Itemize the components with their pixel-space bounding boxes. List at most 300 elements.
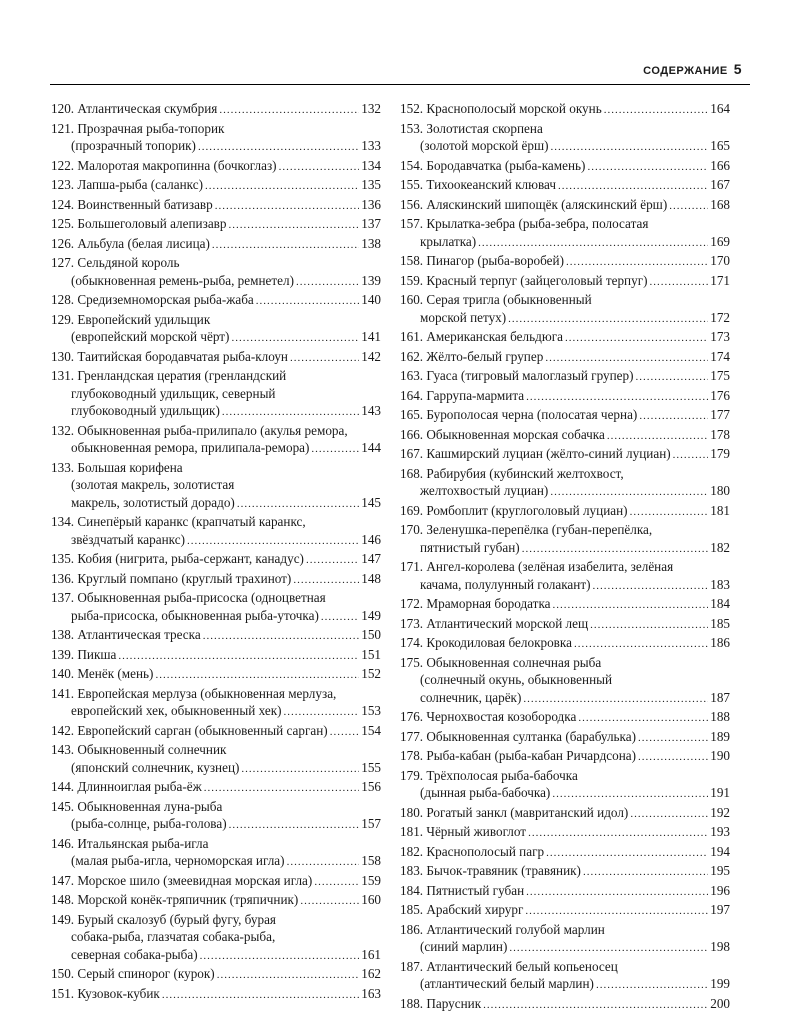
toc-entry: [51, 570, 381, 590]
toc-page-number: 186: [710, 634, 730, 652]
toc-page-number: 143: [361, 402, 381, 420]
toc-entry-title: [400, 804, 730, 824]
toc-entry-text: 173. Атлантический морской лещ: [400, 615, 588, 633]
dot-leader: [314, 874, 359, 892]
toc-page-number: 192: [710, 804, 730, 822]
dot-leader: [550, 484, 708, 502]
toc-entry: [51, 120, 381, 157]
toc-entry-continuation: [51, 439, 381, 459]
toc-page-number: 150: [361, 626, 381, 644]
toc-entry-text: 124. Воинственный батизавр: [51, 196, 213, 214]
toc-entry-text: 148. Морской конёк-тряпичник (тряпичник): [51, 891, 298, 909]
toc-page-number: 145: [361, 494, 381, 512]
toc-entry-text: 167. Кашмирский луциан (жёлто-синий луциан): [400, 445, 671, 463]
toc-entry-title: [51, 891, 381, 911]
toc-entry-title: [51, 196, 381, 216]
toc-entry-text: 177. Обыкновенная султанка (барабулька): [400, 728, 636, 746]
toc-entry-title: [51, 513, 381, 531]
toc-entry-title: [400, 958, 730, 976]
toc-entry-text: 164. Гаррупа-мармита: [400, 387, 524, 405]
toc-entry-title: [400, 465, 730, 483]
toc-entry-continuation: [400, 784, 730, 804]
toc-entry: [51, 157, 381, 177]
toc-entry-title: [51, 798, 381, 816]
dot-leader: [669, 198, 708, 216]
toc-entry: [400, 862, 730, 882]
toc-page-number: 173: [710, 328, 730, 346]
toc-page-number: 140: [361, 291, 381, 309]
toc-entry-text: 142. Европейский сарган (обыкновенный сарган): [51, 722, 328, 740]
toc-entry-title: [51, 157, 381, 177]
toc-entry-text: 153. Золотистая скорпена: [400, 120, 543, 138]
toc-entry-title: [400, 215, 730, 233]
toc-entry-text: 136. Круглый помпано (круглый трахинот): [51, 570, 291, 588]
dot-leader: [222, 404, 359, 422]
toc-entry-title: [400, 595, 730, 615]
toc-entry-text: 162. Жёлто-белый групер: [400, 348, 543, 366]
dot-leader: [330, 724, 359, 742]
toc-entry-text: 127. Сельдяной король: [51, 254, 180, 272]
toc-entry-title: [51, 215, 381, 235]
toc-page-number: 198: [710, 938, 730, 956]
dot-leader: [204, 780, 359, 798]
toc-page-number: 197: [710, 901, 730, 919]
toc-page-number: 135: [361, 176, 381, 194]
toc-entry-title: [51, 291, 381, 311]
toc-entry-title: [51, 665, 381, 685]
toc-entry: [51, 550, 381, 570]
toc-entry-text: 152. Краснополосый морской окунь: [400, 100, 602, 118]
dot-leader: [565, 330, 708, 348]
toc-entry-text: 174. Крокодиловая белокровка: [400, 634, 572, 652]
toc-entry: [51, 513, 381, 550]
dot-leader: [578, 710, 708, 728]
toc-entry-title: [51, 459, 381, 477]
dot-leader: [551, 139, 708, 157]
toc-entry-title: [400, 901, 730, 921]
toc-entry-text: 123. Лапша-рыба (саланкс): [51, 176, 203, 194]
toc-page-number: 178: [710, 426, 730, 444]
toc-page-number: 177: [710, 406, 730, 424]
toc-entry-text: 144. Длинноиглая рыба-ёж: [51, 778, 202, 796]
toc-entry-text: 137. Обыкновенная рыба-присоска (одноцветная: [51, 589, 326, 607]
toc-entry-text: макрель, золотистый дорадо): [71, 494, 235, 512]
toc-entry-title: [400, 176, 730, 196]
dot-leader: [215, 198, 359, 216]
dot-leader: [566, 254, 708, 272]
toc-entry: [51, 348, 381, 368]
toc-page-number: 179: [710, 445, 730, 463]
toc-entry-text: 154. Бородавчатка (рыба-камень): [400, 157, 585, 175]
dot-leader: [552, 786, 708, 804]
toc-entry-text: (обыкновенная ремень-рыба, ремнетел): [71, 272, 294, 290]
toc-page-number: 158: [361, 852, 381, 870]
toc-page-number: 185: [710, 615, 730, 633]
dot-leader: [553, 597, 708, 615]
toc-page-number: 153: [361, 702, 381, 720]
toc-entry-continuation: [51, 852, 381, 872]
toc-entry-title: [400, 995, 730, 1014]
toc-entry: [51, 459, 381, 514]
toc-entry-text: 165. Бурополосая черна (полосатая черна): [400, 406, 637, 424]
toc-entry-title: [400, 426, 730, 446]
toc-page-number: 142: [361, 348, 381, 366]
dot-leader: [296, 274, 359, 292]
toc-entry: [400, 387, 730, 407]
toc-entry: [51, 646, 381, 666]
dot-leader: [200, 948, 359, 966]
toc-entry-title: [51, 741, 381, 759]
toc-entry-continuation: [400, 137, 730, 157]
dot-leader: [509, 940, 708, 958]
toc-entry-title: [51, 348, 381, 368]
toc-entry: [51, 778, 381, 798]
toc-entry-title: [400, 272, 730, 292]
toc-page-number: 139: [361, 272, 381, 290]
toc-entry-continuation: [51, 476, 381, 494]
toc-entry-title: [400, 634, 730, 654]
toc-entry-text: (прозрачный топорик): [71, 137, 196, 155]
dot-leader: [217, 967, 359, 985]
toc-page-number: 137: [361, 215, 381, 233]
toc-entry-text: 135. Кобия (нигрита, рыба-сержант, канадус): [51, 550, 304, 568]
toc-entry-title: [51, 835, 381, 853]
toc-entry: [51, 965, 381, 985]
toc-entry-title: [51, 965, 381, 985]
toc-entry-text: 120. Атлантическая скумбрия: [51, 100, 217, 118]
toc-page-number: 169: [710, 233, 730, 251]
toc-entry: [51, 422, 381, 459]
dot-leader: [118, 648, 359, 666]
dot-leader: [546, 845, 708, 863]
dot-leader: [229, 817, 359, 835]
toc-entry-title: [51, 367, 381, 385]
toc-page-number: 182: [710, 539, 730, 557]
toc-entry-title: [51, 254, 381, 272]
toc-entry-title: [51, 646, 381, 666]
toc-entry-text: 131. Гренландская цератия (гренландский: [51, 367, 286, 385]
dot-leader: [638, 730, 708, 748]
dot-leader: [237, 496, 359, 514]
dot-leader: [231, 330, 359, 348]
toc-page-number: 196: [710, 882, 730, 900]
toc-entry-title: [51, 722, 381, 742]
toc-entry-title: [51, 985, 381, 1005]
toc-entry-text: 175. Обыкновенная солнечная рыба: [400, 654, 601, 672]
toc-page-number: 138: [361, 235, 381, 253]
dot-leader: [639, 408, 708, 426]
dot-leader: [528, 825, 708, 843]
toc-page-number: 132: [361, 100, 381, 118]
toc-entry-continuation: [51, 946, 381, 966]
dot-leader: [523, 691, 708, 709]
toc-entry-title: [400, 728, 730, 748]
toc-entry-title: [51, 589, 381, 607]
toc-entry: [51, 985, 381, 1005]
toc-entry: [51, 741, 381, 778]
dot-leader: [526, 884, 708, 902]
toc-entry-text: (японский солнечник, кузнец): [71, 759, 239, 777]
toc-entry-title: [400, 120, 730, 138]
toc-entry: [400, 502, 730, 522]
toc-page-number: 165: [710, 137, 730, 155]
toc-entry-text: 187. Атлантический белый копьеносец: [400, 958, 618, 976]
toc-entry-title: [51, 911, 381, 929]
toc-entry-text: 129. Европейский удильщик: [51, 311, 210, 329]
toc-entry-title: [400, 100, 730, 120]
dot-leader: [300, 893, 359, 911]
toc-page-number: 193: [710, 823, 730, 841]
toc-entry: [51, 215, 381, 235]
toc-entry-text: качама, полулунный голакант): [420, 576, 591, 594]
toc-entry: [400, 406, 730, 426]
toc-entry: [400, 901, 730, 921]
toc-page-number: 200: [710, 995, 730, 1013]
toc-page-number: 151: [361, 646, 381, 664]
toc-entry-text: (золотой морской ёрш): [420, 137, 549, 155]
toc-entry-title: [51, 422, 381, 440]
toc-page-number: 170: [710, 252, 730, 270]
toc-entry-text: 141. Европейская мерлуза (обыкновенная мерлуза,: [51, 685, 336, 703]
dot-leader: [587, 159, 708, 177]
toc-entry-continuation: [51, 272, 381, 292]
toc-entry: [400, 804, 730, 824]
toc-entry: [51, 589, 381, 626]
toc-entry: [400, 708, 730, 728]
toc-entry-text: 132. Обыкновенная рыба-прилипало (акулья ремора,: [51, 422, 348, 440]
toc-entry: [51, 176, 381, 196]
toc-entry-text: 133. Большая корифена: [51, 459, 183, 477]
dot-leader: [241, 761, 359, 779]
dot-leader: [526, 389, 708, 407]
toc-page-number: 183: [710, 576, 730, 594]
dot-leader: [638, 749, 708, 767]
toc-entry-title: [400, 445, 730, 465]
toc-entry-text: 182. Краснополосый пагр: [400, 843, 544, 861]
toc-entry-text: 181. Чёрный живоглот: [400, 823, 526, 841]
toc-entry: [400, 196, 730, 216]
running-head: [643, 61, 742, 77]
toc-entry-text: (солнечный окунь, обыкновенный: [420, 671, 612, 689]
dot-leader: [311, 441, 359, 459]
toc-entry-title: [400, 252, 730, 272]
toc-entry: [51, 235, 381, 255]
toc-entry-continuation: [51, 815, 381, 835]
dot-leader: [284, 704, 360, 722]
toc-entry: [400, 252, 730, 272]
dot-leader: [590, 617, 708, 635]
toc-entry: [400, 120, 730, 157]
toc-entry: [51, 311, 381, 348]
toc-entry: [51, 685, 381, 722]
dot-leader: [306, 552, 359, 570]
toc-entry-title: [400, 708, 730, 728]
toc-entry-title: [400, 196, 730, 216]
toc-entry-text: 171. Ангел-королева (зелёная изабелита, зелёная: [400, 558, 673, 576]
toc-page-number: 164: [710, 100, 730, 118]
toc-entry-text: 185. Арабский хирург: [400, 901, 523, 919]
toc-entry-title: [400, 862, 730, 882]
toc-entry: [400, 882, 730, 902]
toc-entry-text: европейский хек, обыкновенный хек): [71, 702, 282, 720]
toc-entry-title: [400, 348, 730, 368]
toc-entry-title: [400, 502, 730, 522]
dot-leader: [574, 636, 708, 654]
dot-leader: [508, 311, 708, 329]
toc-entry-title: [51, 550, 381, 570]
toc-entry-text: 166. Обыкновенная морская собачка: [400, 426, 605, 444]
toc-entry: [400, 176, 730, 196]
toc-entry-continuation: [51, 531, 381, 551]
toc-entry-text: 186. Атлантический голубой марлин: [400, 921, 605, 939]
dot-leader: [219, 102, 359, 120]
dot-leader: [650, 274, 708, 292]
toc-entry-text: (европейский морской чёрт): [71, 328, 229, 346]
section-title: СОДЕРЖАНИЕ: [643, 65, 728, 77]
toc-entry: [51, 626, 381, 646]
toc-entry-title: [400, 615, 730, 635]
toc-entry-text: 183. Бычок-травяник (травяник): [400, 862, 581, 880]
toc-entry-text: 125. Большеголовый алепизавр: [51, 215, 227, 233]
toc-entry-text: глубоководный удильщик, северный: [71, 385, 275, 403]
dot-leader: [279, 159, 359, 177]
toc-entry-text: 134. Синепёрый каранкс (крапчатый каранкс,: [51, 513, 306, 531]
toc-entry: [51, 798, 381, 835]
toc-entry-text: рыба-присоска, обыкновенная рыба-уточка): [71, 607, 319, 625]
dot-leader: [673, 447, 708, 465]
toc-entry-title: [51, 311, 381, 329]
toc-entry-text: 170. Зеленушка-перепёлка (губан-перепёлка,: [400, 521, 652, 539]
toc-entry-text: (рыба-солнце, рыба-голова): [71, 815, 227, 833]
toc-page-number: 163: [361, 985, 381, 1003]
toc-entry-text: 161. Американская бельдюга: [400, 328, 563, 346]
toc-entry: [400, 767, 730, 804]
toc-entry-text: 163. Гуаса (тигровый малоглазый групер): [400, 367, 634, 385]
toc-page-number: 190: [710, 747, 730, 765]
dot-leader: [229, 217, 360, 235]
toc-entry-text: 158. Пинагор (рыба-воробей): [400, 252, 564, 270]
toc-page-number: 175: [710, 367, 730, 385]
toc-entry: [400, 426, 730, 446]
toc-entry-title: [51, 176, 381, 196]
toc-entry-text: 126. Альбула (белая лисица): [51, 235, 210, 253]
dot-leader: [630, 504, 708, 522]
toc-page-number: 146: [361, 531, 381, 549]
toc-entry: [51, 196, 381, 216]
toc-entry-continuation: [51, 328, 381, 348]
toc-page-number: 149: [361, 607, 381, 625]
toc-entry-title: [400, 843, 730, 863]
toc-entry-title: [400, 823, 730, 843]
toc-entry: [51, 367, 381, 422]
toc-entry: [400, 328, 730, 348]
toc-entry-text: 145. Обыкновенная луна-рыба: [51, 798, 222, 816]
toc-entry-text: крылатка): [420, 233, 476, 251]
header-rule: [50, 84, 750, 85]
toc-entry: [400, 445, 730, 465]
toc-entry: [400, 823, 730, 843]
toc-page-number: 133: [361, 137, 381, 155]
toc-entry: [400, 272, 730, 292]
toc-entry-text: (дынная рыба-бабочка): [420, 784, 550, 802]
toc-entry: [51, 665, 381, 685]
toc-entry: [400, 367, 730, 387]
toc-entry-continuation: [400, 482, 730, 502]
toc-entry-continuation: [51, 494, 381, 514]
toc-entry: [400, 157, 730, 177]
toc-entry-title: [51, 778, 381, 798]
toc-entry-title: [400, 921, 730, 939]
dot-leader: [205, 178, 359, 196]
toc-page-number: 134: [361, 157, 381, 175]
toc-entry-text: 147. Морское шило (змеевидная морская игла): [51, 872, 312, 890]
toc-page-number: 199: [710, 975, 730, 993]
toc-entry-continuation: [400, 975, 730, 995]
toc-entry-continuation: [400, 938, 730, 958]
toc-column-left: [51, 100, 381, 1004]
toc-entry-continuation: [51, 385, 381, 403]
dot-leader: [607, 428, 708, 446]
dot-leader: [212, 237, 359, 255]
toc-page-number: 157: [361, 815, 381, 833]
toc-page-number: 194: [710, 843, 730, 861]
toc-entry-title: [400, 387, 730, 407]
toc-entry-continuation: [51, 402, 381, 422]
toc-entry-text: 121. Прозрачная рыба-топорик: [51, 120, 224, 138]
toc-page-number: 187: [710, 689, 730, 707]
dot-leader: [545, 350, 708, 368]
toc-entry-text: 180. Рогатый занкл (мавританский идол): [400, 804, 628, 822]
toc-entry-title: [400, 367, 730, 387]
dot-leader: [483, 997, 708, 1014]
toc-entry-title: [400, 406, 730, 426]
toc-entry-title: [51, 120, 381, 138]
toc-page-number: 176: [710, 387, 730, 405]
toc-entry-title: [400, 882, 730, 902]
toc-entry-continuation: [400, 671, 730, 689]
toc-entry-text: пятнистый губан): [420, 539, 520, 557]
toc-entry: [51, 872, 381, 892]
toc-entry-text: 178. Рыба-кабан (рыба-кабан Ричардсона): [400, 747, 636, 765]
toc-entry-title: [400, 767, 730, 785]
toc-entry: [400, 215, 730, 252]
toc-entry-text: 140. Менёк (мень): [51, 665, 153, 683]
toc-page-number: 154: [361, 722, 381, 740]
toc-entry: [400, 634, 730, 654]
toc-entry-text: (атлантический белый марлин): [420, 975, 594, 993]
page-number: 5: [734, 61, 742, 77]
toc-entry-continuation: [400, 576, 730, 596]
toc-entry-title: [400, 654, 730, 672]
toc-entry-text: 130. Таитийская бородавчатая рыба-клоун: [51, 348, 288, 366]
dot-leader: [198, 139, 359, 157]
dot-leader: [256, 293, 359, 311]
toc-entry-text: 146. Итальянская рыба-игла: [51, 835, 208, 853]
toc-entry-text: (синий марлин): [420, 938, 507, 956]
toc-column-right: [400, 100, 730, 1014]
toc-entry: [51, 254, 381, 291]
toc-entry-text: 157. Крылатка-зебра (рыба-зебра, полосатая: [400, 215, 648, 233]
toc-entry-text: 150. Серый спинорог (курок): [51, 965, 215, 983]
toc-entry: [400, 843, 730, 863]
toc-page-number: 195: [710, 862, 730, 880]
dot-leader: [290, 350, 359, 368]
toc-entry-text: 176. Чернохвостая козобородка: [400, 708, 576, 726]
toc-entry-title: [51, 685, 381, 703]
toc-page-number: 167: [710, 176, 730, 194]
toc-entry: [51, 100, 381, 120]
toc-page-number: 156: [361, 778, 381, 796]
